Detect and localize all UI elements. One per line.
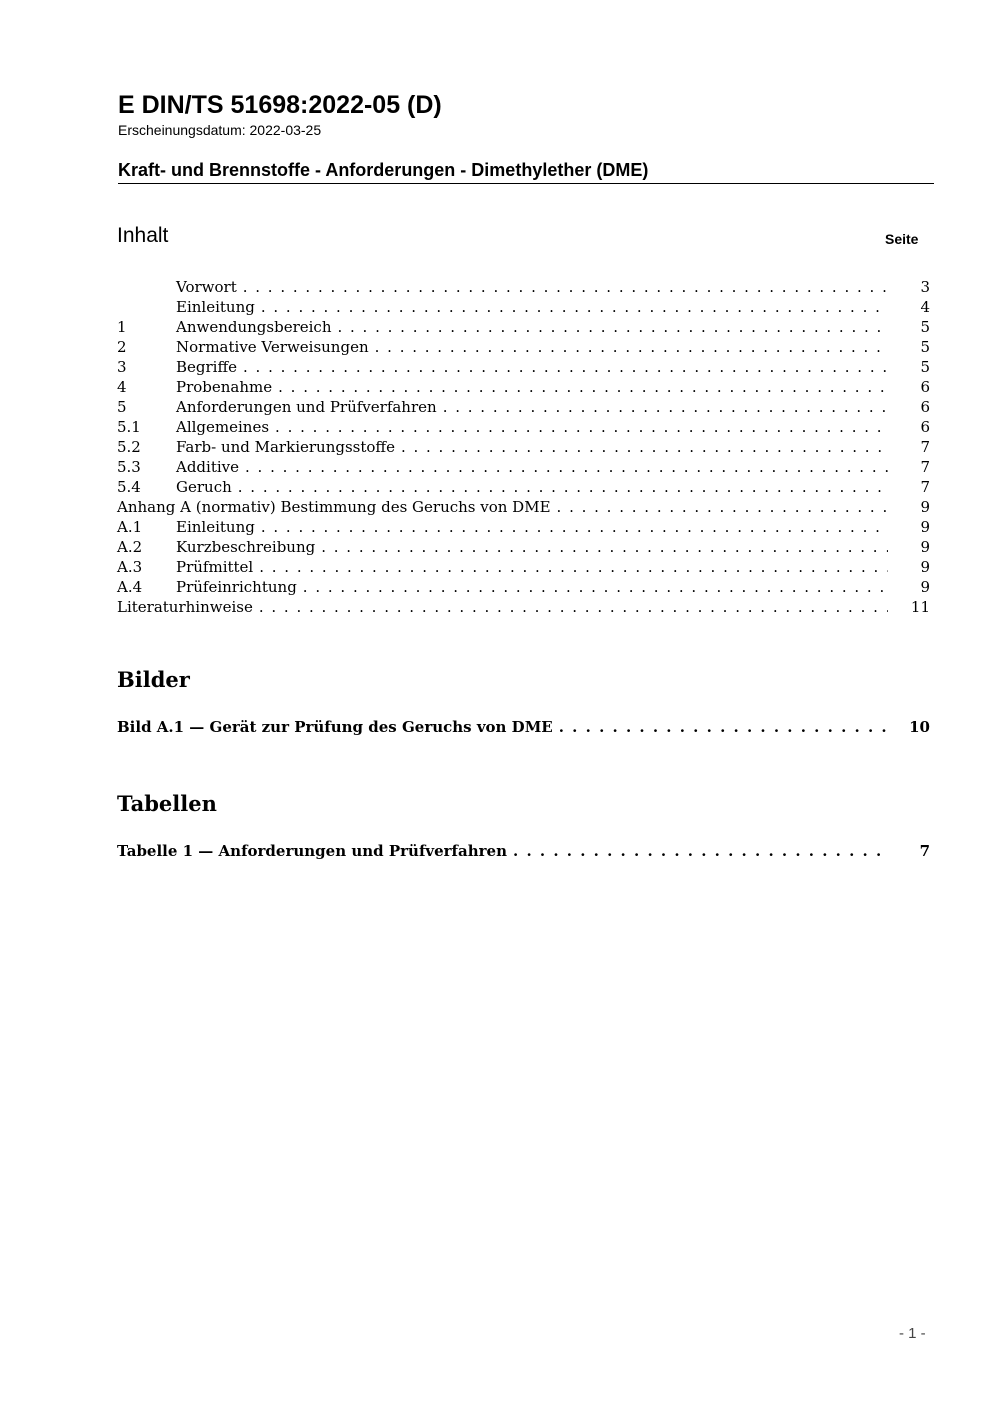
toc-entry-number: A.3 [117, 558, 143, 576]
toc-entry-page: 5 [920, 318, 930, 336]
dot-leader [261, 517, 888, 537]
toc-entry-label: Literaturhinweise [117, 598, 253, 616]
dot-leader [375, 337, 888, 357]
toc-entry[interactable] [117, 497, 930, 517]
toc-entry-number: 5.4 [117, 478, 141, 496]
toc-list [117, 277, 930, 617]
toc-entry-page: 7 [920, 458, 930, 476]
tables-list [117, 841, 930, 861]
toc-entry-number: A.4 [117, 578, 143, 596]
toc-entry-label: Allgemeines [176, 418, 270, 436]
toc-entry[interactable] [117, 517, 930, 537]
toc-entry-page: 3 [920, 278, 930, 296]
toc-entry-number: A.1 [117, 518, 143, 536]
dot-leader [443, 397, 888, 417]
toc-entry-page: 9 [920, 578, 930, 596]
dot-leader [337, 317, 888, 337]
dot-leader [243, 357, 888, 377]
toc-entry-label: Begriffe [176, 358, 238, 376]
toc-entry[interactable] [117, 557, 930, 577]
toc-entry[interactable] [117, 457, 930, 477]
toc-entry-number: 4 [117, 378, 127, 396]
toc-entry-page: 9 [920, 558, 930, 576]
dot-leader [259, 597, 888, 617]
dot-leader [513, 841, 888, 861]
toc-entry-label: Farb- und Markierungsstoffe [176, 438, 395, 456]
dot-leader [401, 437, 888, 457]
dot-leader [303, 577, 888, 597]
toc-entry[interactable] [117, 357, 930, 377]
toc-entry-label: Kurzbeschreibung [176, 538, 316, 556]
toc-entry-number: A.2 [117, 538, 143, 556]
toc-entry[interactable] [117, 477, 930, 497]
toc-entry[interactable] [117, 417, 930, 437]
toc-entry-page: 11 [910, 598, 930, 616]
toc-entry-number: 5 [117, 398, 127, 416]
toc-entry-label: Normative Verweisungen [176, 338, 369, 356]
table-entry-page: 7 [919, 842, 930, 860]
toc-entry-number: 5.3 [117, 458, 141, 476]
toc-entry-label: Einleitung [176, 298, 255, 316]
document-id: E DIN/TS 51698:2022-05 (D) [118, 91, 442, 119]
toc-entry-label: Einleitung [176, 518, 255, 536]
toc-entry[interactable] [117, 397, 930, 417]
dot-leader [321, 537, 888, 557]
toc-entry[interactable] [117, 597, 930, 617]
toc-entry-page: 5 [920, 358, 930, 376]
toc-entry-page: 6 [920, 398, 930, 416]
dot-leader [278, 377, 888, 397]
table-entry-label: Tabelle 1 — Anforderungen und Prüfverfahren [117, 842, 507, 860]
figures-list [117, 717, 930, 737]
toc-entry-number: 5.2 [117, 438, 141, 456]
figure-entry[interactable] [117, 717, 930, 737]
toc-entry-number: 2 [117, 338, 127, 356]
toc-entry-page: 9 [920, 518, 930, 536]
toc-entry-page: 5 [920, 338, 930, 356]
toc-entry-number: 5.1 [117, 418, 141, 436]
toc-entry-page: 9 [920, 498, 930, 516]
toc-entry[interactable] [117, 297, 930, 317]
dot-leader [261, 297, 888, 317]
toc-entry-label: Probenahme [176, 378, 273, 396]
toc-entry-page: 7 [920, 438, 930, 456]
page-number: - 1 - [899, 1325, 926, 1342]
toc-entry-page: 7 [920, 478, 930, 496]
figures-heading: Bilder [117, 667, 190, 692]
title-rule [118, 183, 934, 184]
toc-entry[interactable] [117, 337, 930, 357]
toc-entry[interactable] [117, 537, 930, 557]
toc-entry-label: Prüfmittel [176, 558, 254, 576]
toc-entry-number: 1 [117, 318, 127, 336]
dot-leader [559, 717, 888, 737]
figure-entry-label: Bild A.1 — Gerät zur Prüfung des Geruchs von DME [117, 718, 553, 736]
toc-entry-label: Anhang A (normativ) Bestimmung des Geruchs von DME [117, 498, 551, 516]
toc-entry[interactable] [117, 277, 930, 297]
document-title: Kraft- und Brennstoffe - Anforderungen - Dimethylether (DME) [118, 160, 649, 180]
toc-entry-label: Additive [176, 458, 240, 476]
dot-leader [557, 497, 888, 517]
page-column-label: Seite [885, 231, 919, 247]
toc-entry-label: Anforderungen und Prüfverfahren [176, 398, 437, 416]
toc-heading: Inhalt [117, 224, 169, 247]
toc-entry-page: 4 [920, 298, 930, 316]
toc-entry-number: 3 [117, 358, 127, 376]
publication-date: Erscheinungsdatum: 2022-03-25 [118, 122, 322, 138]
toc-entry-page: 6 [920, 418, 930, 436]
toc-entry[interactable] [117, 377, 930, 397]
toc-entry-page: 9 [920, 538, 930, 556]
table-entry[interactable] [117, 841, 930, 861]
dot-leader [275, 417, 888, 437]
toc-entry[interactable] [117, 317, 930, 337]
dot-leader [245, 457, 888, 477]
toc-entry[interactable] [117, 437, 930, 457]
toc-entry-page: 6 [920, 378, 930, 396]
tables-heading: Tabellen [117, 791, 217, 816]
toc-entry-label: Prüfeinrichtung [176, 578, 297, 596]
toc-entry[interactable] [117, 577, 930, 597]
toc-entry-label: Geruch [176, 478, 232, 496]
dot-leader [243, 277, 888, 297]
toc-entry-label: Vorwort [176, 278, 237, 296]
figure-entry-page: 10 [909, 718, 930, 736]
toc-entry-label: Anwendungsbereich [176, 318, 332, 336]
dot-leader [259, 557, 888, 577]
dot-leader [238, 477, 888, 497]
